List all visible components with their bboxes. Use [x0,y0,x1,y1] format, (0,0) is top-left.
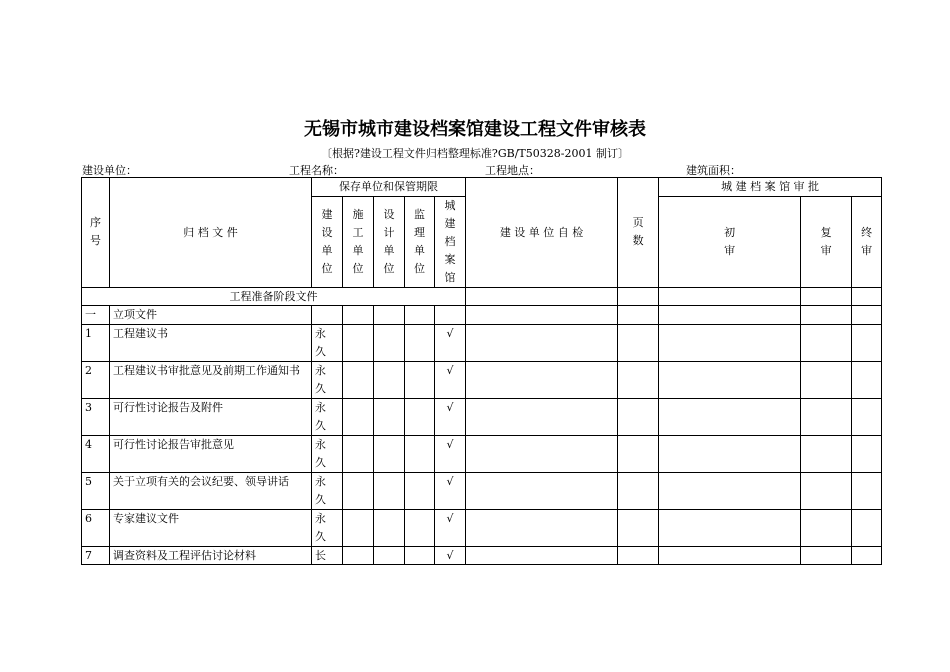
row-check: √ [435,398,466,435]
row-keep: 永久 [312,361,343,398]
row-name: 关于立项有关的会议纪要、领导讲话 [110,472,312,509]
row-seq: 7 [82,546,110,565]
self-check-header: 建 设 单 位 自 检 [466,178,618,288]
approval-col-second: 复审 [801,196,852,287]
keep-col-archive: 城建档案馆 [435,196,466,287]
row-seq: 2 [82,361,110,398]
table-row [82,509,882,546]
table-row [82,361,882,398]
row-keep: 永久 [312,398,343,435]
row-check: √ [435,361,466,398]
row-seq: 4 [82,435,110,472]
row-check: √ [435,324,466,361]
row-name: 工程建议书 [110,324,312,361]
row-name: 工程建议书审批意见及前期工作通知书 [110,361,312,398]
seq-header: 序号 [82,178,110,288]
keep-col-design: 设计单位 [374,196,405,287]
row-name: 专家建议文件 [110,509,312,546]
row-seq: 5 [82,472,110,509]
review-table [81,177,882,565]
row-name: 调查资料及工程评估讨论材料 [110,546,312,565]
row-check: √ [435,546,466,565]
pages-header: 页数 [618,178,659,288]
approval-col-first: 初审 [659,196,801,287]
document-title: 无锡市城市建设档案馆建设工程文件审核表 [304,119,646,140]
row-check: √ [435,435,466,472]
row-keep: 永久 [312,472,343,509]
builder-label: 建设单位： [82,164,137,177]
approval-group-header: 城 建 档 案 馆 审 批 [659,178,882,197]
row-check: √ [435,472,466,509]
row-check: √ [435,509,466,546]
keep-col-supervision: 监理单位 [405,196,435,287]
area-label: 建筑面积： [686,164,741,177]
keep-col-builder: 建设单位 [312,196,343,287]
row-name: 立项文件 [110,306,312,325]
row-seq: 3 [82,398,110,435]
row-keep: 永久 [312,435,343,472]
row-keep: 永久 [312,509,343,546]
document-subtitle: 〔根据?建设工程文件归档整理标准?GB/T50328-2001 制订〕 [321,147,629,160]
table-row [82,324,882,361]
row-seq: 一 [82,306,110,325]
table-row [82,472,882,509]
keep-group-header: 保存单位和保管期限 [312,178,466,197]
row-seq: 1 [82,324,110,361]
table-row [82,546,882,565]
files-header: 归 档 文 件 [110,178,312,288]
location-label: 工程地点： [485,164,540,177]
project-name-label: 工程名称： [289,164,344,177]
table-row [82,435,882,472]
approval-col-final: 终审 [852,196,882,287]
keep-col-construction: 施工单位 [343,196,374,287]
row-name: 可行性讨论报告审批意见 [110,435,312,472]
section-title: 工程准备阶段文件 [82,287,466,306]
table-row [82,398,882,435]
row-keep: 永久 [312,324,343,361]
table-row [82,306,882,325]
row-seq: 6 [82,509,110,546]
row-keep: 长 [312,546,343,565]
row-name: 可行性讨论报告及附件 [110,398,312,435]
